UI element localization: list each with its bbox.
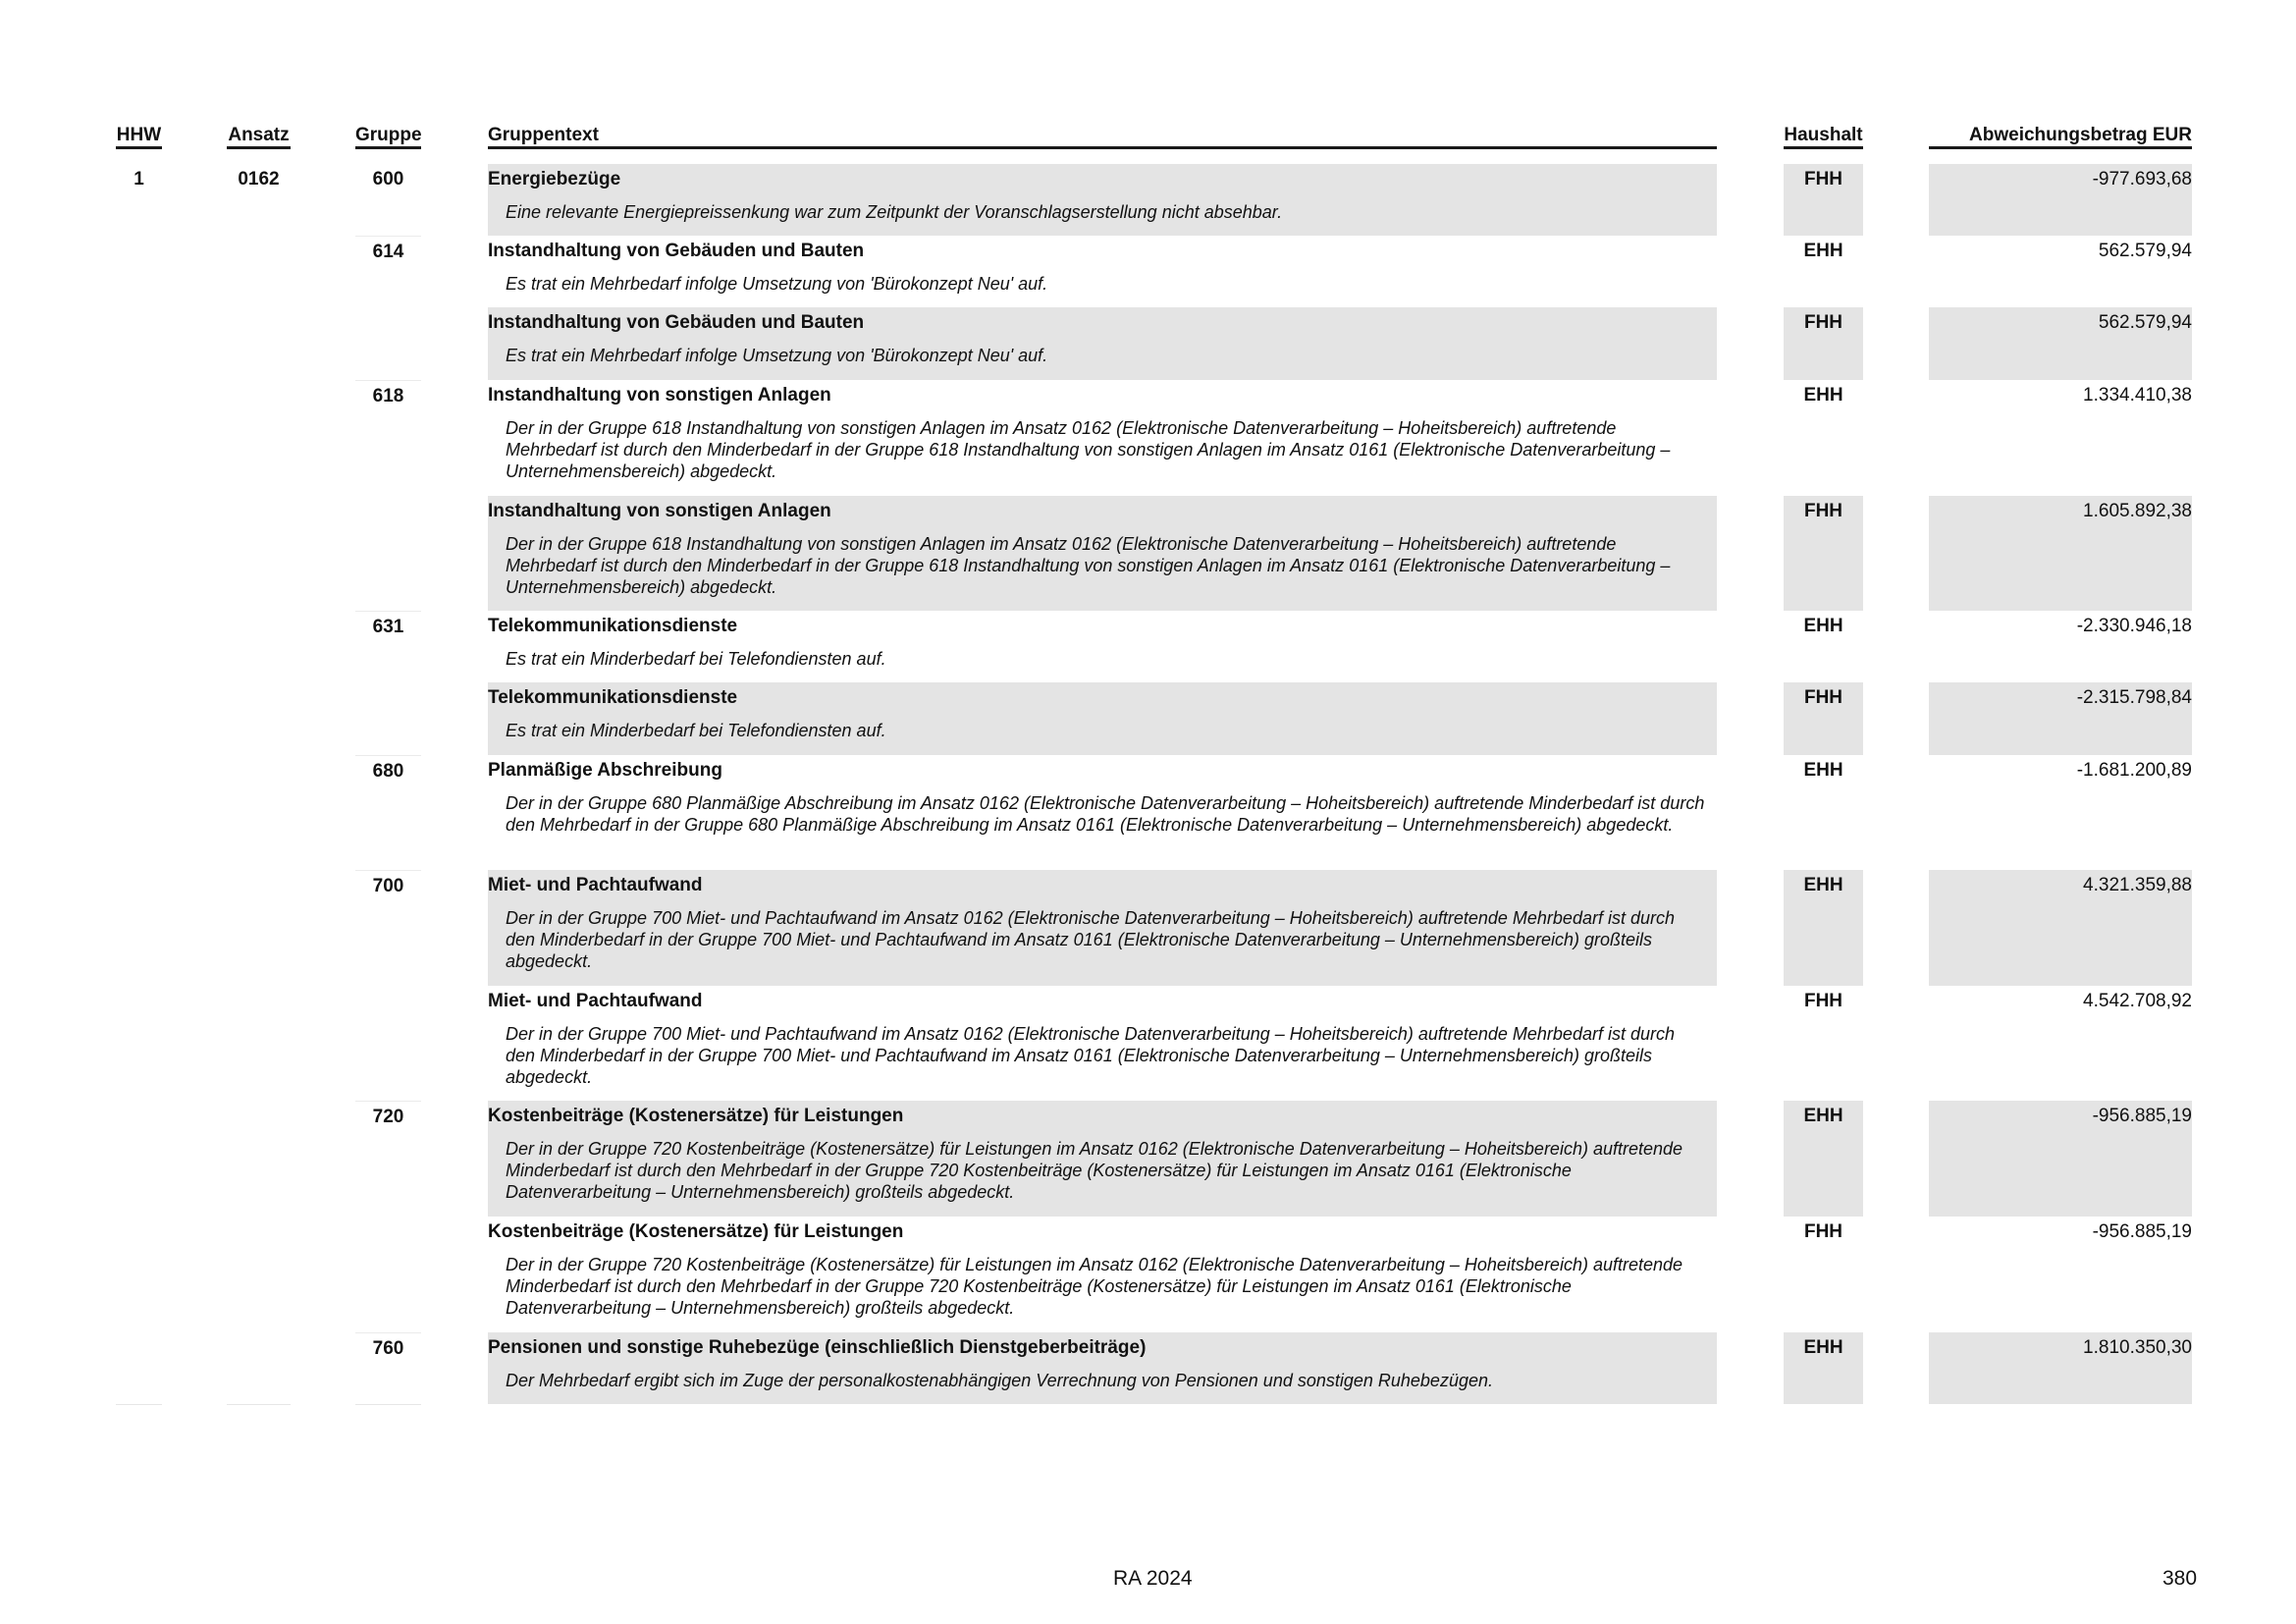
- cell-ansatz: [227, 986, 291, 1101]
- group-description: Der in der Gruppe 618 Instandhaltung von sonstigen Anlagen im Ansatz 0162 (Elektronische Datenverarbeitung – Hoheitsbereich) auftretende Mehrbedarf ist durch den Minderbedarf in der Gruppe 618 Instandhaltung von sonstigen Anlagen im Ansatz 0161 (Elektronische Datenverarbeitung – Unternehmensbereich) abgedeckt.: [506, 418, 1671, 481]
- group-title: Pensionen und sonstige Ruhebezüge (einschließlich Dienstgeberbeiträge): [488, 1337, 1147, 1358]
- cell-gruppentext: [488, 236, 1717, 307]
- cell-haushalt: FHH: [1784, 164, 1863, 236]
- table-row: [0, 611, 2296, 682]
- cell-gruppentext: [488, 1101, 1717, 1217]
- cell-gruppe: 720: [355, 1101, 421, 1217]
- group-title: Instandhaltung von Gebäuden und Bauten: [488, 312, 865, 333]
- cell-betrag: 4.542.708,92: [2083, 991, 2192, 1011]
- column-header-gruppentext: Gruppentext: [488, 124, 1717, 149]
- cell-betrag: -2.330.946,18: [2076, 616, 2192, 636]
- cell-ansatz: 0162: [238, 169, 280, 189]
- cell-hhw: [116, 496, 162, 611]
- cell-hhw: [116, 236, 162, 307]
- table-row: [0, 307, 2296, 380]
- column-header-haushalt: Haushalt: [1784, 124, 1863, 149]
- cell-hhw: [116, 986, 162, 1101]
- cell-ansatz: [227, 755, 291, 870]
- cell-betrag: -2.315.798,84: [1929, 682, 2192, 755]
- cell-betrag: 562.579,94: [1929, 307, 2192, 380]
- cell-ansatz: [227, 682, 291, 755]
- table-bottom-rule: [227, 1404, 291, 1405]
- group-description: Es trat ein Minderbedarf bei Telefondiensten auf.: [506, 649, 886, 669]
- cell-gruppe: 631: [355, 611, 421, 682]
- cell-ansatz: [227, 1101, 291, 1217]
- table-row: [0, 1217, 2296, 1332]
- cell-ansatz: [227, 1217, 291, 1332]
- cell-hhw: [116, 380, 162, 496]
- cell-gruppentext: [488, 307, 1717, 380]
- cell-hhw: [116, 307, 162, 380]
- cell-hhw: [116, 1217, 162, 1332]
- cell-haushalt: EHH: [1784, 1332, 1863, 1404]
- cell-gruppentext: [488, 1332, 1717, 1404]
- table-row: [0, 1101, 2296, 1217]
- footer-report-label: RA 2024: [1113, 1567, 1193, 1590]
- group-description: Der in der Gruppe 700 Miet- und Pachtaufwand im Ansatz 0162 (Elektronische Datenverarbeitung – Hoheitsbereich) auftretende Mehrbedarf ist durch den Minderbedarf in der Gruppe 700 Miet- und Pachtaufwand im Ansatz 0161 (Elektronische Datenverarbeitung – Unternehmensbereich) großteils abgedeckt.: [506, 1024, 1675, 1087]
- group-description: Der in der Gruppe 700 Miet- und Pachtaufwand im Ansatz 0162 (Elektronische Datenverarbeitung – Hoheitsbereich) auftretende Mehrbedarf ist durch den Minderbedarf in der Gruppe 700 Miet- und Pachtaufwand im Ansatz 0161 (Elektronische Datenverarbeitung – Unternehmensbereich) großteils abgedeckt.: [506, 908, 1675, 971]
- cell-gruppentext: [488, 755, 1717, 870]
- cell-ansatz: [227, 496, 291, 611]
- cell-gruppe: [355, 986, 421, 1101]
- table-row: [0, 496, 2296, 611]
- cell-haushalt: EHH: [1803, 760, 1843, 781]
- group-description: Es trat ein Mehrbedarf infolge Umsetzung von 'Bürokonzept Neu' auf.: [506, 274, 1048, 294]
- cell-gruppe: 760: [355, 1332, 421, 1404]
- cell-ansatz: [227, 611, 291, 682]
- group-description: Eine relevante Energiepreissenkung war zum Zeitpunkt der Voranschlagserstellung nicht absehbar.: [506, 202, 1283, 222]
- cell-hhw: [116, 611, 162, 682]
- table-row: [0, 870, 2296, 986]
- cell-gruppentext: [488, 986, 1717, 1101]
- group-title: Instandhaltung von Gebäuden und Bauten: [488, 241, 865, 261]
- cell-gruppe: 700: [355, 870, 421, 986]
- cell-ansatz: [227, 380, 291, 496]
- group-description: Der in der Gruppe 720 Kostenbeiträge (Kostenersätze) für Leistungen im Ansatz 0162 (Elektronische Datenverarbeitung – Hoheitsbereich) auftretende Minderbedarf ist durch den Mehrbedarf in der Gruppe 720 Kostenbeiträge (Kostenersätze) für Leistungen im Ansatz 0161 (Elektronische Datenverarbeitung – Unternehmensbereich) großteils abgedeckt.: [506, 1139, 1683, 1202]
- group-description: Es trat ein Mehrbedarf infolge Umsetzung von 'Bürokonzept Neu' auf.: [506, 346, 1048, 365]
- cell-haushalt: EHH: [1803, 241, 1843, 261]
- table-row: [0, 380, 2296, 496]
- cell-hhw: 1: [133, 169, 144, 189]
- footer-page-number: 380: [2163, 1567, 2198, 1590]
- cell-ansatz: [227, 1332, 291, 1404]
- cell-gruppe: [355, 307, 421, 380]
- group-title: Telekommunikationsdienste: [488, 687, 738, 708]
- cell-haushalt: EHH: [1784, 1101, 1863, 1217]
- cell-betrag: 4.321.359,88: [1929, 870, 2192, 986]
- cell-haushalt: FHH: [1803, 991, 1843, 1011]
- cell-betrag: -977.693,68: [1929, 164, 2192, 236]
- cell-gruppentext: [488, 682, 1717, 755]
- group-description: Der in der Gruppe 618 Instandhaltung von sonstigen Anlagen im Ansatz 0162 (Elektronische Datenverarbeitung – Hoheitsbereich) auftretende Mehrbedarf ist durch den Minderbedarf in der Gruppe 618 Instandhaltung von sonstigen Anlagen im Ansatz 0161 (Elektronische Datenverarbeitung – Unternehmensbereich) abgedeckt.: [506, 534, 1671, 597]
- group-description: Der in der Gruppe 720 Kostenbeiträge (Kostenersätze) für Leistungen im Ansatz 0162 (Elektronische Datenverarbeitung – Hoheitsbereich) auftretende Minderbedarf ist durch den Mehrbedarf in der Gruppe 720 Kostenbeiträge (Kostenersätze) für Leistungen im Ansatz 0161 (Elektronische Datenverarbeitung – Unternehmensbereich) großteils abgedeckt.: [506, 1255, 1683, 1318]
- table-row: [0, 986, 2296, 1101]
- group-title: Telekommunikationsdienste: [488, 616, 738, 636]
- cell-haushalt: EHH: [1803, 616, 1843, 636]
- cell-betrag: 562.579,94: [2098, 241, 2192, 261]
- cell-haushalt: EHH: [1784, 870, 1863, 986]
- group-title: Miet- und Pachtaufwand: [488, 875, 703, 895]
- group-description: Der in der Gruppe 680 Planmäßige Abschreibung im Ansatz 0162 (Elektronische Datenverarbeitung – Hoheitsbereich) auftretende Minderbedarf ist durch den Mehrbedarf in der Gruppe 680 Planmäßige Abschreibung im Ansatz 0161 (Elektronische Datenverarbeitung – Unternehmensbereich) abgedeckt.: [506, 793, 1705, 835]
- cell-gruppentext: [488, 380, 1717, 496]
- group-title: Instandhaltung von sonstigen Anlagen: [488, 501, 831, 521]
- cell-haushalt: FHH: [1803, 1221, 1843, 1242]
- table-row: [0, 1332, 2296, 1404]
- cell-gruppe: [355, 1217, 421, 1332]
- group-title: Kostenbeiträge (Kostenersätze) für Leistungen: [488, 1106, 904, 1126]
- cell-haushalt: FHH: [1784, 496, 1863, 611]
- cell-gruppentext: [488, 496, 1717, 611]
- cell-betrag: -1.681.200,89: [2076, 760, 2192, 781]
- cell-hhw: [116, 682, 162, 755]
- cell-gruppe: [355, 496, 421, 611]
- column-header-gruppe: Gruppe: [355, 124, 421, 149]
- cell-hhw: [116, 1332, 162, 1404]
- cell-ansatz: [227, 870, 291, 986]
- cell-hhw: [116, 1101, 162, 1217]
- cell-gruppentext: [488, 611, 1717, 682]
- group-description: Der Mehrbedarf ergibt sich im Zuge der personalkostenabhängigen Verrechnung von Pensionen und sonstigen Ruhebezügen.: [506, 1371, 1493, 1390]
- group-title: Energiebezüge: [488, 169, 621, 189]
- table-row: [0, 164, 2296, 236]
- group-title: Kostenbeiträge (Kostenersätze) für Leistungen: [488, 1221, 904, 1242]
- cell-haushalt: FHH: [1784, 307, 1863, 380]
- column-header-ansatz: Ansatz: [227, 124, 291, 149]
- cell-gruppe: 680: [355, 755, 421, 870]
- group-title: Instandhaltung von sonstigen Anlagen: [488, 385, 831, 406]
- cell-gruppentext: [488, 870, 1717, 986]
- table-row: [0, 755, 2296, 870]
- cell-haushalt: EHH: [1803, 385, 1843, 406]
- cell-betrag: 1.334.410,38: [2083, 385, 2192, 406]
- cell-gruppe: [355, 682, 421, 755]
- cell-betrag: -956.885,19: [2092, 1221, 2192, 1242]
- cell-betrag: -956.885,19: [1929, 1101, 2192, 1217]
- group-description: Es trat ein Minderbedarf bei Telefondiensten auf.: [506, 721, 886, 740]
- cell-betrag: 1.810.350,30: [1929, 1332, 2192, 1404]
- table-bottom-rule: [355, 1404, 421, 1405]
- cell-gruppentext: [488, 1217, 1717, 1332]
- column-header-betrag: Abweichungsbetrag EUR: [1929, 124, 2192, 149]
- cell-hhw: [116, 870, 162, 986]
- cell-gruppe: 618: [355, 380, 421, 496]
- cell-gruppe: 600: [372, 169, 404, 189]
- cell-gruppentext: [488, 164, 1717, 236]
- group-title: Miet- und Pachtaufwand: [488, 991, 703, 1011]
- table-row: [0, 682, 2296, 755]
- cell-hhw: [116, 755, 162, 870]
- column-header-hhw: HHW: [116, 124, 162, 149]
- table-row: [0, 236, 2296, 307]
- group-title: Planmäßige Abschreibung: [488, 760, 722, 781]
- table-bottom-rule: [116, 1404, 162, 1405]
- cell-ansatz: [227, 307, 291, 380]
- cell-ansatz: [227, 236, 291, 307]
- cell-gruppe: 614: [355, 236, 421, 307]
- cell-haushalt: FHH: [1784, 682, 1863, 755]
- cell-betrag: 1.605.892,38: [1929, 496, 2192, 611]
